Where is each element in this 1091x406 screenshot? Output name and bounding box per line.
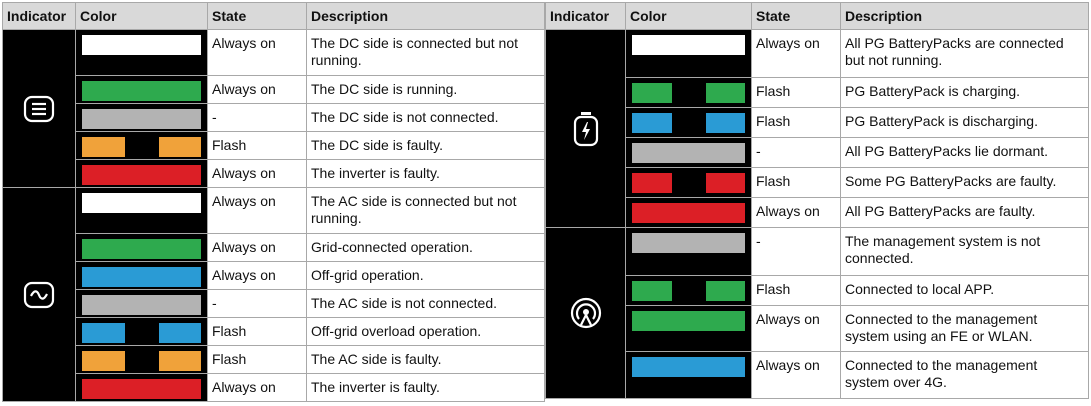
color-swatch-cell bbox=[76, 132, 208, 160]
color-swatch bbox=[632, 173, 745, 193]
table-row bbox=[546, 30, 1089, 78]
table-row bbox=[546, 228, 1089, 276]
table-row bbox=[3, 290, 545, 318]
table-row bbox=[3, 318, 545, 346]
color-swatch-cell bbox=[76, 160, 208, 188]
table-row bbox=[3, 104, 545, 132]
table-row bbox=[546, 306, 1089, 352]
color-segment bbox=[632, 281, 672, 301]
color-swatch-cell bbox=[626, 276, 752, 306]
color-swatch-cell bbox=[626, 138, 752, 168]
color-segment bbox=[159, 137, 202, 157]
description-cell: The AC side is not connected. bbox=[307, 290, 545, 318]
color-swatch-cell bbox=[626, 30, 752, 78]
color-swatch-cell bbox=[626, 168, 752, 198]
table-row bbox=[3, 346, 545, 374]
state-cell: - bbox=[752, 228, 841, 276]
color-swatch bbox=[82, 267, 201, 287]
color-segment bbox=[632, 113, 672, 133]
table-row bbox=[3, 262, 545, 290]
table-row bbox=[546, 78, 1089, 108]
state-cell: Flash bbox=[752, 168, 841, 198]
state-cell: Always on bbox=[208, 30, 307, 76]
right-indicator-table bbox=[545, 2, 1089, 399]
color-segment bbox=[706, 173, 746, 193]
color-segment bbox=[159, 351, 202, 371]
state-cell: Always on bbox=[208, 234, 307, 262]
color-swatch-cell bbox=[76, 76, 208, 104]
color-swatch bbox=[82, 165, 201, 185]
color-swatch bbox=[632, 311, 745, 331]
table-row bbox=[546, 168, 1089, 198]
table-row bbox=[3, 188, 545, 234]
color-segment bbox=[632, 357, 745, 377]
color-segment bbox=[82, 165, 201, 185]
color-segment bbox=[82, 81, 201, 101]
color-swatch bbox=[82, 81, 201, 101]
swatch-gap bbox=[678, 173, 700, 193]
color-segment bbox=[82, 239, 201, 259]
ac-indicator-cell bbox=[3, 188, 76, 402]
description-cell: Off-grid operation. bbox=[307, 262, 545, 290]
description-cell: All PG BatteryPacks are connected but not running. bbox=[841, 30, 1089, 78]
dc-indicator-icon bbox=[21, 94, 57, 124]
state-cell: Always on bbox=[208, 374, 307, 402]
table-row bbox=[3, 132, 545, 160]
color-swatch-cell bbox=[626, 108, 752, 138]
color-segment bbox=[632, 143, 745, 163]
color-segment bbox=[632, 35, 745, 55]
state-cell: Flash bbox=[752, 276, 841, 306]
table-header-row bbox=[3, 3, 545, 30]
swatch-gap bbox=[678, 113, 700, 133]
description-cell: The management system is not connected. bbox=[841, 228, 1089, 276]
color-swatch-cell bbox=[626, 78, 752, 108]
color-segment bbox=[706, 83, 746, 103]
color-segment bbox=[82, 295, 201, 315]
description-cell: All PG BatteryPacks are faulty. bbox=[841, 198, 1089, 228]
description-cell: The AC side is faulty. bbox=[307, 346, 545, 374]
color-swatch-cell bbox=[76, 234, 208, 262]
description-cell: All PG BatteryPacks lie dormant. bbox=[841, 138, 1089, 168]
state-cell: Always on bbox=[208, 76, 307, 104]
color-segment bbox=[706, 281, 746, 301]
state-cell: Always on bbox=[752, 306, 841, 352]
color-swatch bbox=[82, 323, 201, 343]
table-row bbox=[3, 160, 545, 188]
communication-indicator-icon bbox=[568, 295, 604, 331]
header-description: Description bbox=[307, 3, 545, 30]
color-swatch-cell bbox=[626, 306, 752, 352]
color-segment bbox=[82, 193, 201, 213]
description-cell: The DC side is connected but not running. bbox=[307, 30, 545, 76]
table-row bbox=[546, 198, 1089, 228]
color-segment bbox=[82, 137, 125, 157]
color-swatch-cell bbox=[76, 374, 208, 402]
color-segment bbox=[632, 173, 672, 193]
table-row bbox=[3, 234, 545, 262]
color-segment bbox=[82, 323, 125, 343]
color-swatch-cell bbox=[76, 188, 208, 234]
color-segment bbox=[706, 113, 746, 133]
color-segment bbox=[82, 35, 201, 55]
table-row bbox=[546, 108, 1089, 138]
color-swatch-cell bbox=[626, 352, 752, 399]
swatch-gap bbox=[131, 137, 153, 157]
state-cell: Flash bbox=[208, 132, 307, 160]
color-swatch bbox=[82, 137, 201, 157]
color-segment bbox=[632, 203, 745, 223]
dc-indicator-cell bbox=[3, 30, 76, 188]
header-color: Color bbox=[626, 3, 752, 30]
description-cell: The DC side is running. bbox=[307, 76, 545, 104]
description-cell: Grid-connected operation. bbox=[307, 234, 545, 262]
color-swatch bbox=[82, 109, 201, 129]
color-segment bbox=[82, 379, 201, 399]
state-cell: Always on bbox=[752, 198, 841, 228]
description-cell: The DC side is not connected. bbox=[307, 104, 545, 132]
color-segment bbox=[632, 311, 745, 331]
left-indicator-table bbox=[2, 2, 545, 402]
table-header-row bbox=[546, 3, 1089, 30]
description-cell: The DC side is faulty. bbox=[307, 132, 545, 160]
header-state: State bbox=[752, 3, 841, 30]
color-swatch bbox=[632, 233, 745, 253]
state-cell: - bbox=[208, 290, 307, 318]
color-swatch-cell bbox=[76, 104, 208, 132]
swatch-gap bbox=[678, 83, 700, 103]
swatch-gap bbox=[678, 281, 700, 301]
swatch-gap bbox=[131, 351, 153, 371]
description-cell: The inverter is faulty. bbox=[307, 374, 545, 402]
header-description: Description bbox=[841, 3, 1089, 30]
color-swatch-cell bbox=[76, 262, 208, 290]
description-cell: Some PG BatteryPacks are faulty. bbox=[841, 168, 1089, 198]
header-indicator: Indicator bbox=[546, 3, 626, 30]
table-row bbox=[546, 352, 1089, 399]
state-cell: Flash bbox=[752, 78, 841, 108]
color-swatch-cell bbox=[76, 30, 208, 76]
table-row bbox=[3, 76, 545, 104]
description-cell: PG BatteryPack is discharging. bbox=[841, 108, 1089, 138]
state-cell: Flash bbox=[752, 108, 841, 138]
color-segment bbox=[159, 323, 202, 343]
state-cell: Always on bbox=[208, 188, 307, 234]
state-cell: Always on bbox=[752, 30, 841, 78]
color-swatch bbox=[82, 239, 201, 259]
battery-indicator-cell bbox=[546, 30, 626, 228]
color-swatch bbox=[82, 379, 201, 399]
color-segment bbox=[632, 233, 745, 253]
state-cell: - bbox=[208, 104, 307, 132]
table-row bbox=[3, 374, 545, 402]
color-swatch bbox=[632, 143, 745, 163]
color-segment bbox=[82, 351, 125, 371]
color-swatch bbox=[632, 35, 745, 55]
swatch-gap bbox=[131, 323, 153, 343]
color-swatch bbox=[632, 83, 745, 103]
color-swatch-cell bbox=[76, 346, 208, 374]
color-segment bbox=[82, 267, 201, 287]
table-row bbox=[546, 138, 1089, 168]
state-cell: Always on bbox=[208, 160, 307, 188]
description-cell: The AC side is connected but not running. bbox=[307, 188, 545, 234]
table-row bbox=[546, 276, 1089, 306]
description-cell: Off-grid overload operation. bbox=[307, 318, 545, 346]
state-cell: Flash bbox=[208, 318, 307, 346]
description-cell: Connected to the management system using an FE or WLAN. bbox=[841, 306, 1089, 352]
battery-indicator-icon bbox=[571, 110, 601, 148]
color-segment bbox=[82, 109, 201, 129]
header-indicator: Indicator bbox=[3, 3, 76, 30]
color-swatch bbox=[82, 295, 201, 315]
color-swatch bbox=[82, 193, 201, 213]
state-cell: Always on bbox=[752, 352, 841, 399]
state-cell: Flash bbox=[208, 346, 307, 374]
color-segment bbox=[632, 83, 672, 103]
ac-indicator-icon bbox=[21, 280, 57, 310]
color-swatch bbox=[632, 281, 745, 301]
header-color: Color bbox=[76, 3, 208, 30]
description-cell: Connected to the management system over 4G. bbox=[841, 352, 1089, 399]
color-swatch-cell bbox=[626, 228, 752, 276]
color-swatch bbox=[82, 35, 201, 55]
color-swatch-cell bbox=[76, 318, 208, 346]
color-swatch bbox=[632, 357, 745, 377]
communication-indicator-cell bbox=[546, 228, 626, 399]
color-swatch bbox=[632, 113, 745, 133]
color-swatch bbox=[632, 203, 745, 223]
description-cell: PG BatteryPack is charging. bbox=[841, 78, 1089, 108]
table-row bbox=[3, 30, 545, 76]
description-cell: Connected to local APP. bbox=[841, 276, 1089, 306]
color-swatch-cell bbox=[76, 290, 208, 318]
header-state: State bbox=[208, 3, 307, 30]
color-swatch bbox=[82, 351, 201, 371]
description-cell: The inverter is faulty. bbox=[307, 160, 545, 188]
state-cell: - bbox=[752, 138, 841, 168]
state-cell: Always on bbox=[208, 262, 307, 290]
color-swatch-cell bbox=[626, 198, 752, 228]
